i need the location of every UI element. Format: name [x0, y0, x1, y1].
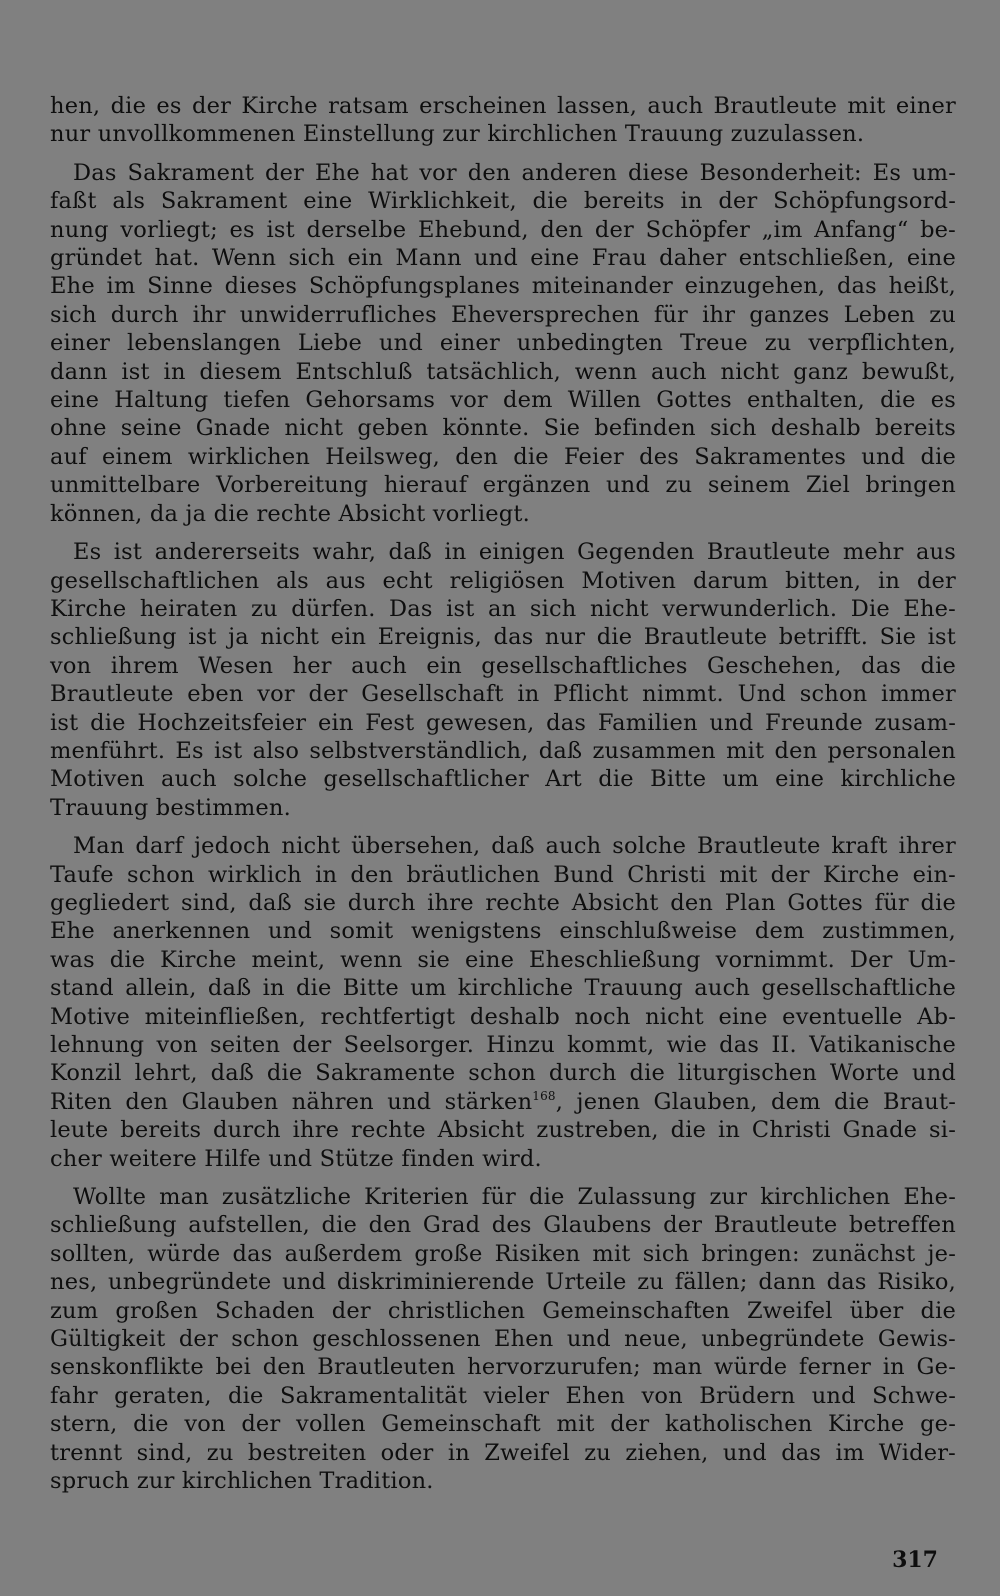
text-line: Gültigkeit der schon geschlossenen Ehen und neue, unbegründete Gewis-	[50, 1326, 956, 1353]
text-line: unmittelbare Vorbereitung hierauf ergänzen und zu seinem Ziel bringen	[50, 472, 956, 499]
paragraph	[50, 1183, 956, 1495]
text-line: Es ist andererseits wahr, daß in einigen Gegenden Brautleute mehr aus	[73, 539, 956, 566]
text-line: Kirche heiraten zu dürfen. Das ist an sich nicht verwunderlich. Die Ehe-	[50, 595, 956, 622]
text-line: Konzil lehrt, daß die Sakramente schon durch die liturgischen Worte und	[50, 1060, 956, 1087]
text-line: Brautleute eben vor der Gesellschaft in Pflicht nimmt. Und schon immer	[50, 681, 956, 708]
text-line: gründet hat. Wenn sich ein Mann und eine Frau daher entschließen, eine	[50, 245, 956, 272]
page-number: 317	[892, 1547, 938, 1573]
text-line: Trauung bestimmen.	[50, 794, 291, 821]
text-line-tail: , jenen Glauben, dem die Braut-	[555, 1088, 957, 1115]
text-line: schließung aufstellen, die den Grad des Glaubens der Brautleute betreffen	[50, 1212, 956, 1239]
text-line: nes, unbegründete und diskriminierende Urteile zu fällen; dann das Risiko,	[50, 1269, 956, 1296]
text-line: können, da ja die rechte Absicht vorliegt.	[50, 500, 530, 527]
text-line: sich durch ihr unwiderrufliches Eheversprechen für ihr ganzes Leben zu	[50, 301, 956, 328]
text-line: Wollte man zusätzliche Kriterien für die Zulassung zur kirchlichen Ehe-	[73, 1184, 956, 1211]
text-line: von ihrem Wesen her auch ein gesellschaftliches Geschehen, das die	[50, 652, 956, 679]
text-line: zum großen Schaden der christlichen Gemeinschaften Zweifel über die	[50, 1297, 956, 1324]
text-line: cher weitere Hilfe und Stütze finden wird.	[50, 1145, 542, 1172]
text-line: Taufe schon wirklich in den bräutlichen Bund Christi mit der Kirche ein-	[50, 861, 956, 888]
paragraph	[50, 159, 956, 528]
text-line: nung vorliegt; es ist derselbe Ehebund, den der Schöpfer „im Anfang“ be-	[50, 216, 956, 243]
text-line: ist die Hochzeitsfeier ein Fest gewesen, das Familien und Freunde zusam-	[50, 709, 956, 736]
text-line: gegliedert sind, daß sie durch ihre rechte Absicht den Plan Gottes für die	[50, 889, 956, 916]
text-line: nur unvollkommenen Einstellung zur kirchlichen Trauung zuzulassen.	[50, 121, 865, 148]
text-line: Motive miteinfließen, rechtfertigt deshalb noch nicht eine eventuelle Ab-	[50, 1003, 956, 1030]
text-line: fahr geraten, die Sakramentalität vieler Ehen von Brüdern und Schwe-	[50, 1382, 956, 1409]
text-line: Motiven auch solche gesellschaftlicher Art die Bitte um eine kirchliche	[50, 766, 956, 793]
text-line: auf einem wirklichen Heilsweg, den die Feier des Sakramentes und die	[50, 443, 956, 470]
text-line: hen, die es der Kirche ratsam erscheinen lassen, auch Brautleute mit einer	[50, 93, 956, 119]
text-line: stand allein, daß in die Bitte um kirchliche Trauung auch gesellschaftliche	[50, 975, 956, 1002]
paragraph	[50, 538, 956, 822]
text-line: trennt sind, zu bestreiten oder in Zweifel zu ziehen, und das im Wider-	[50, 1439, 956, 1466]
paragraph	[50, 832, 956, 1173]
text-line: sollten, würde das außerdem große Risiken mit sich bringen: zunächst je-	[50, 1240, 956, 1267]
text-line: menführt. Es ist also selbstverständlich, daß zusammen mit den personalen	[50, 737, 956, 764]
text-line: spruch zur kirchlichen Tradition.	[50, 1468, 434, 1495]
text-line: Das Sakrament der Ehe hat vor den anderen diese Besonderheit: Es um-	[73, 159, 956, 186]
text-line: senskonflikte bei den Brautleuten hervorzurufen; man würde ferner in Ge-	[50, 1354, 956, 1381]
text-line: Man darf jedoch nicht übersehen, daß auch solche Brautleute kraft ihrer	[73, 833, 956, 860]
text-line: Ehe im Sinne dieses Schöpfungsplanes miteinander einzugehen, das heißt,	[50, 273, 956, 300]
text-line: einer lebenslangen Liebe und einer unbedingten Treue zu verpflichten,	[50, 330, 956, 357]
text-line: lehnung von seiten der Seelsorger. Hinzu kommt, wie das II. Vatikanische	[50, 1032, 956, 1058]
footnote-reference: 168	[532, 1088, 556, 1103]
text-line: faßt als Sakrament eine Wirklichkeit, die bereits in der Schöpfungsord-	[50, 188, 956, 215]
text-line: Ehe anerkennen und somit wenigstens einschlußweise dem zustimmen,	[50, 918, 956, 945]
text-line: dann ist in diesem Entschluß tatsächlich, wenn auch nicht ganz bewußt,	[50, 358, 956, 385]
text-line: eine Haltung tiefen Gehorsams vor dem Willen Gottes enthalten, die es	[50, 387, 956, 414]
text-line: stern, die von der vollen Gemeinschaft mit der katholischen Kirche ge-	[50, 1411, 956, 1438]
text-line: gesellschaftlichen als aus echt religiösen Motiven darum bitten, in der	[50, 567, 956, 594]
paragraph	[50, 92, 956, 149]
text-line: was die Kirche meint, wenn sie eine Eheschließung vornimmt. Der Um-	[50, 946, 956, 973]
body-text	[50, 92, 956, 1506]
text-line: leute bereits durch ihre rechte Absicht zustreben, die in Christi Gnade si-	[50, 1117, 956, 1144]
text-line: Riten den Glauben nähren und stärken$^{168}$, jenen Glauben, dem die Braut-	[50, 1088, 957, 1115]
text-line: schließung ist ja nicht ein Ereignis, das nur die Brautleute betrifft. Sie ist	[50, 624, 956, 651]
text-line: ohne seine Gnade nicht geben könnte. Sie befinden sich deshalb bereits	[50, 415, 956, 442]
